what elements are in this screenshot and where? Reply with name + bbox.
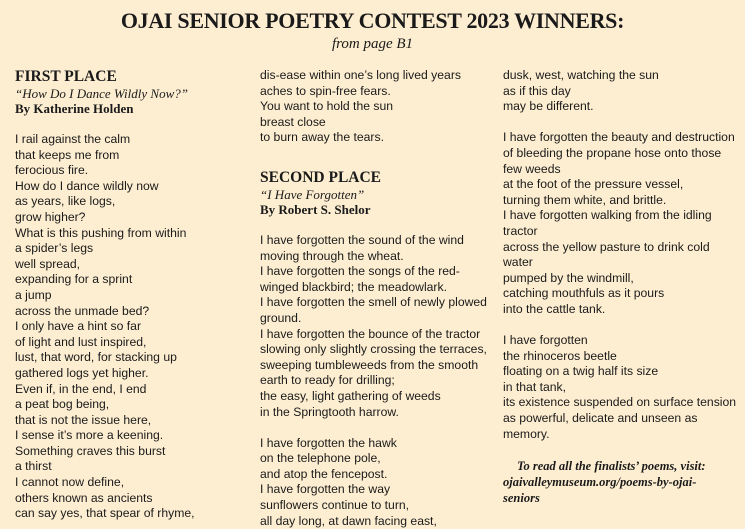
- poem-line: breast close: [260, 114, 326, 129]
- poem-line: water: [503, 255, 533, 270]
- poem-line: floating on a twig half its size: [503, 364, 659, 379]
- poem-line: expanding for a sprint: [15, 272, 133, 287]
- poem-line: winged blackbird; the meadowlark.: [260, 279, 447, 294]
- poem-line: Something craves this burst: [15, 443, 166, 458]
- poem-line: What is this pushing from within: [15, 225, 187, 240]
- second-place-author: By Robert S. Shelor: [260, 201, 371, 217]
- poem-line: I have forgotten the sound of the wind: [260, 232, 464, 247]
- poem-line: all day long, at dawn facing east,: [260, 513, 437, 528]
- poem-line: others known as ancients: [15, 490, 153, 505]
- column-3: [503, 68, 743, 506]
- poem-line: the easy, light gathering of weeds: [260, 388, 441, 403]
- first-place-author: By Katherine Holden: [15, 101, 134, 116]
- poem-line: that keeps me from: [15, 147, 120, 162]
- column-2: [260, 68, 490, 529]
- second-place-heading: SECOND PLACE: [260, 168, 382, 186]
- poem-line: as years, like logs,: [15, 194, 116, 209]
- poem-line: ferocious fire.: [15, 163, 89, 178]
- article-header: [0, 8, 745, 54]
- poem-line: well spread,: [15, 256, 81, 271]
- page-subtitle: from page B1: [331, 36, 414, 52]
- poem-line: ground.: [260, 310, 302, 325]
- first-place-poem-title: “How Do I Dance Wildly Now?”: [15, 86, 188, 101]
- poem-line: the rhinoceros beetle: [503, 348, 617, 363]
- first-place-poem: [15, 132, 240, 522]
- poem-line: across the yellow pasture to drink cold: [503, 239, 710, 254]
- column-1: [15, 68, 240, 522]
- finalists-note-text: To read all the finalists’ poems, visit:: [517, 458, 706, 473]
- page-title: OJAI SENIOR POETRY CONTEST 2023 WINNERS:: [120, 8, 625, 33]
- poem-line: memory.: [503, 426, 550, 441]
- poem-line: I have forgotten the beauty and destruction: [503, 130, 735, 145]
- poem-line: pumped by the windmill,: [503, 270, 634, 285]
- poem-line: catching mouthfuls as it pours: [503, 286, 665, 301]
- poem-line: dis-ease within one’s long lived years: [260, 68, 461, 82]
- finalists-link-cont[interactable]: seniors: [503, 490, 540, 505]
- poem-line: of bleeding the propane hose onto those: [503, 145, 722, 160]
- poem-line: I have forgotten: [503, 333, 588, 348]
- poem-line: gathered logs yet higher.: [15, 365, 149, 380]
- poem-line: across the unmade bed?: [15, 303, 150, 318]
- second-place-stanza-3: [503, 130, 743, 317]
- first-place-heading: FIRST PLACE: [15, 68, 117, 85]
- second-place-stanza-2: [260, 436, 490, 529]
- poem-line: and atop the fencepost.: [260, 466, 388, 481]
- poem-line: as powerful, delicate and unseen as: [503, 411, 698, 426]
- poem-line: I cannot now define,: [15, 475, 125, 490]
- poem-line: dusk, west, watching the sun: [503, 68, 659, 82]
- poem-line: You want to hold the sun: [260, 99, 394, 114]
- second-place-stanza-2-continued: [503, 68, 743, 115]
- first-place-poem-continued: [260, 68, 490, 146]
- poem-line: slowing only slightly crossing the terraces,: [260, 342, 487, 357]
- poem-line: can say yes, that spear of rhyme,: [15, 506, 195, 521]
- poem-line: as if this day: [503, 83, 571, 98]
- poem-line: at the foot of the pressure vessel,: [503, 177, 684, 192]
- poem-line: I have forgotten the hawk: [260, 435, 397, 450]
- poem-line: I have forgotten the way: [260, 482, 391, 497]
- poem-line: to burn away the tears.: [260, 130, 384, 145]
- poem-line: turning them white, and brittle.: [503, 192, 667, 207]
- second-place-stanza-4: [503, 333, 743, 442]
- poem-line: a jump: [15, 287, 52, 302]
- poem-line: earth to ready for drilling;: [260, 373, 395, 388]
- poem-line: tractor: [503, 223, 538, 238]
- poem-line: moving through the wheat.: [260, 248, 404, 263]
- poem-line: in the Springtooth harrow.: [260, 404, 399, 419]
- poem-line: few weeds: [503, 161, 561, 176]
- poem-line: sweeping tumbleweeds from the smooth: [260, 357, 479, 372]
- poem-line: I rail against the calm: [15, 132, 131, 146]
- second-place-stanza-1: [260, 233, 490, 420]
- poem-line: lust, that word, for stacking up: [15, 350, 177, 365]
- poem-line: on the telephone pole,: [260, 451, 381, 466]
- poem-line: I sense it’s more a keening.: [15, 428, 164, 443]
- second-place-poem-title: “I Have Forgotten”: [260, 186, 365, 202]
- poem-line: aches to spin-free fears.: [260, 83, 391, 98]
- poem-line: into the cattle tank.: [503, 301, 606, 316]
- finalists-link[interactable]: ojaivalleymuseum.org/poems-by-ojai-: [503, 474, 697, 489]
- poem-line: sunflowers continue to turn,: [260, 498, 410, 513]
- poem-line: that is not the issue here,: [15, 412, 152, 427]
- finalists-note: [503, 458, 743, 506]
- poem-line: I have forgotten walking from the idling: [503, 208, 712, 223]
- poem-line: of light and lust inspired,: [15, 334, 147, 349]
- poem-line: its existence suspended on surface tension: [503, 395, 737, 410]
- poem-line: may be different.: [503, 99, 594, 114]
- poem-line: a spider’s legs: [15, 241, 94, 256]
- poem-line: I have forgotten the smell of newly plowed: [260, 295, 487, 310]
- poem-line: grow higher?: [15, 209, 86, 224]
- poem-line: I have forgotten the bounce of the tractor: [260, 326, 481, 341]
- poem-line: a thirst: [15, 459, 52, 474]
- poem-line: I only have a hint so far: [15, 319, 142, 334]
- poem-line: Even if, in the end, I end: [15, 381, 147, 396]
- poem-line: in that tank,: [503, 379, 567, 394]
- poem-line: a peat bog being,: [15, 397, 110, 412]
- poem-line: I have forgotten the songs of the red-: [260, 264, 460, 279]
- poem-line: How do I dance wildly now: [15, 178, 159, 193]
